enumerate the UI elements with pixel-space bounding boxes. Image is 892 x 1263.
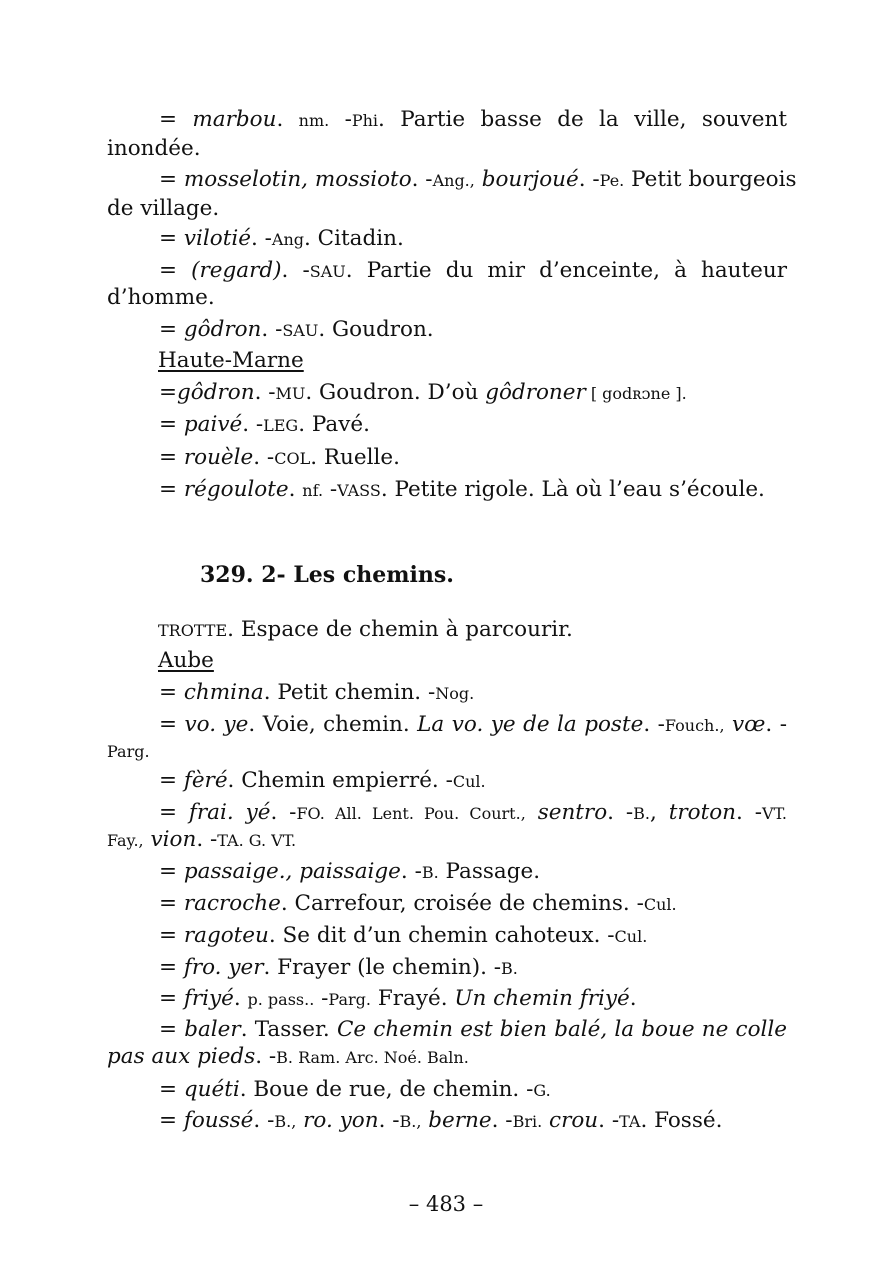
entry-paive: = paivé. -LEG. Pavé. <box>159 412 370 437</box>
subheading-haute-marne: Haute-Marne <box>158 348 304 373</box>
entry-regard: = (regard). -SAU. Partie du mir d’enceinte, à hauteur <box>159 258 788 283</box>
entry-marbou: = marbou. nm. -Phi. Partie basse de la ville, souvent <box>159 107 787 132</box>
entry-godron-haute-marne: =gôdron. -MU. Goudron. D’où gôdroner [ gᴏdʀᴐne ]. <box>159 380 687 405</box>
entry-baler-cont: pas aux pieds. -B. Ram. Arc. Noé. Baln. <box>107 1044 469 1069</box>
entry-voye-cont: Parg. <box>107 742 150 761</box>
entry-regoulote: = régoulote. nf. -VASS. Petite rigole. Là où l’eau s’écoule. <box>159 477 765 502</box>
entry-fere: = fèré. Chemin empierré. -Cul. <box>159 768 486 793</box>
entry-chmina: = chmina. Petit chemin. -Nog. <box>159 680 475 705</box>
entry-baler: = baler. Tasser. Ce chemin est bien balé, la boue ne colle <box>159 1017 787 1042</box>
section-title: 329. 2- Les chemins. <box>200 562 454 588</box>
entry-marbou-cont: inondée. <box>107 136 201 161</box>
entry-fraiye: = frai. yé. -FO. All. Lent. Pou. Court., sentro. -B., troton. -VT. <box>159 800 787 825</box>
entry-passaige: = passaige., paissaige. -B. Passage. <box>159 859 541 884</box>
page-number: – 483 – <box>408 1192 484 1216</box>
entry-fraiye-cont: Fay., vion. -TA. G. VT. <box>107 827 297 852</box>
entry-rouele: = rouèle. -COL. Ruelle. <box>159 445 400 470</box>
entry-voye: = vo. ye. Voie, chemin. La vo. ye de la poste. -Fouch., vœ. - <box>159 712 787 737</box>
subheading-aube: Aube <box>158 648 214 673</box>
entry-froyer: = fro. yer. Frayer (le chemin). -B. <box>159 955 518 980</box>
entry-friye: = friyé. p. pass.. -Parg. Frayé. Un chemin friyé. <box>159 986 637 1011</box>
entry-mosselotin: = mosselotin, mossioto. -Ang., bourjoué. -Pe. Petit bourgeois <box>159 167 797 192</box>
entry-godron: = gôdron. -SAU. Goudron. <box>159 317 434 342</box>
entry-fousse: = foussé. -B., ro. yon. -B., berne. -Bri. crou. -TA. Fossé. <box>159 1108 723 1133</box>
entry-regard-cont: d’homme. <box>107 285 215 310</box>
entry-trotte: TROTTE. Espace de chemin à parcourir. <box>158 617 573 642</box>
entry-vilotie: = vilotié. -Ang. Citadin. <box>159 226 404 251</box>
entry-racroche: = racroche. Carrefour, croisée de chemins. -Cul. <box>159 891 677 916</box>
entry-mosselotin-cont: de village. <box>107 196 220 221</box>
entry-queti: = quéti. Boue de rue, de chemin. -G. <box>159 1077 551 1102</box>
entry-ragoteu: = ragoteu. Se dit d’un chemin cahoteux. -Cul. <box>159 923 648 948</box>
